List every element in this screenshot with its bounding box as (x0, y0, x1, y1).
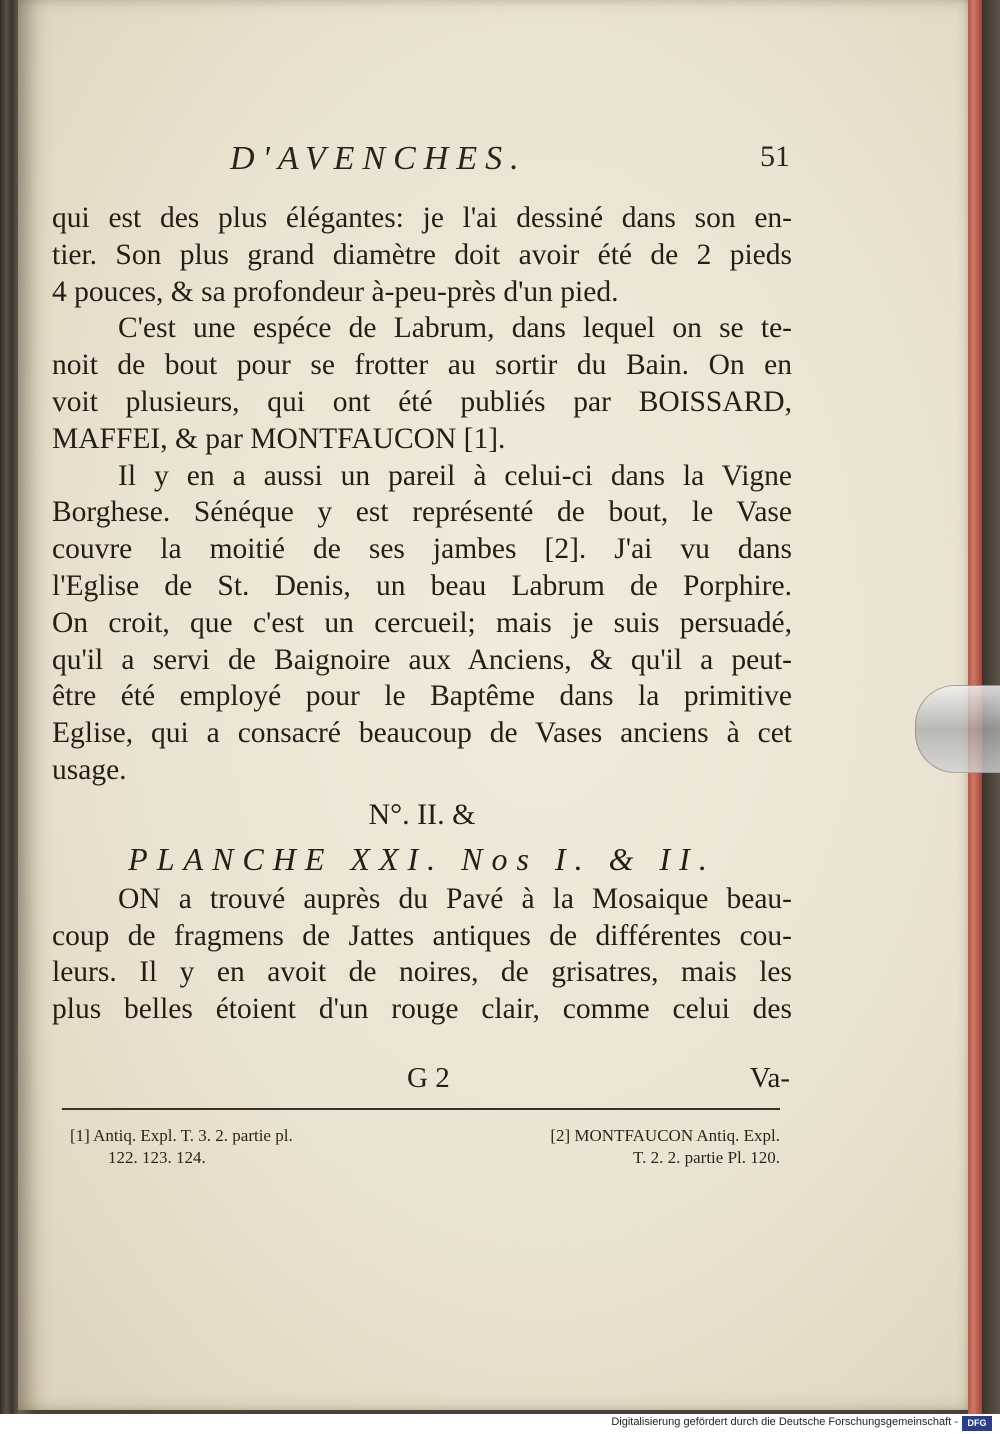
footnote-rule (62, 1108, 780, 1110)
footnote-line: T. 2. 2. partie Pl. 120. (633, 1148, 780, 1167)
text-line: noit de bout pour se frotter au sortir du Bain. On en (52, 349, 792, 382)
text-line: usage. (52, 753, 127, 786)
text-line: On croit, que c'est un cercueil; mais je suis persuadé, (52, 606, 792, 639)
running-title: D'AVENCHES. (230, 140, 527, 177)
footnote-2 (440, 1125, 780, 1169)
text-line: tier. Son plus grand diamètre doit avoir été de 2 pieds (52, 238, 792, 271)
page-number: 51 (760, 140, 790, 173)
page-clip (915, 685, 1000, 773)
footnotes (70, 1125, 790, 1185)
text-line: l'Eglise de St. Denis, un beau Labrum de Porphire. (52, 569, 792, 602)
text-line: ON a trouvé auprès du Pavé à la Mosaique beau- (118, 882, 792, 915)
text-line: C'est une espéce de Labrum, dans lequel on se te- (118, 312, 792, 345)
text-line: qu'il a servi de Baignoire aux Anciens, & qu'il a peut- (52, 643, 792, 676)
catchword: Va- (749, 1062, 790, 1094)
digitization-footer (0, 1414, 1000, 1434)
text-line: Eglise, qui a consacré beaucoup de Vases anciens à cet (52, 717, 792, 750)
text-line: qui est des plus élégantes: je l'ai dessiné dans son en- (52, 202, 792, 234)
funding-credit: Digitalisierung gefördert durch die Deutsche Forschungsgemeinschaft - (611, 1416, 958, 1428)
text-line: être été employé pour le Baptême dans la primitive (52, 680, 792, 713)
footnote-1 (70, 1125, 410, 1169)
page-header (230, 140, 790, 190)
dfg-logo-icon: DFG (962, 1416, 992, 1431)
text-line: MAFFEI, & par MONTFAUCON [1]. (52, 422, 506, 455)
text-line: Il y en a aussi un pareil à celui-ci dans la Vigne (118, 459, 792, 492)
footnote-line: 122. 123. 124. (108, 1148, 206, 1167)
signature-mark: G 2 (407, 1062, 450, 1094)
plate-heading: PLANCHE XXI. Nos I. & II. (128, 840, 716, 877)
text-line: leurs. Il y en avoit de noires, de grisatres, mais les (52, 956, 792, 989)
text-line: plus belles étoient d'un rouge clair, comme celui des (52, 993, 792, 1026)
text-line: coup de fragmens de Jattes antiques de différentes cou- (52, 919, 792, 952)
catch-line (52, 1060, 792, 1100)
footnote-line: [2] MONTFAUCON Antiq. Expl. (550, 1126, 780, 1145)
text-line: 4 pouces, & sa profondeur à-peu-près d'un pied. (52, 275, 619, 308)
text-line: couvre la moitié de ses jambes [2]. J'ai vu dans (52, 533, 792, 566)
body-text (52, 200, 792, 1028)
section-number: N°. II. & (368, 797, 476, 831)
footnote-line: [1] Antiq. Expl. T. 3. 2. partie pl. (70, 1126, 293, 1145)
text-line: voit plusieurs, qui ont été publiés par BOISSARD, (52, 385, 792, 418)
text-line: Borghese. Sénéque y est représenté de bout, le Vase (52, 496, 792, 529)
